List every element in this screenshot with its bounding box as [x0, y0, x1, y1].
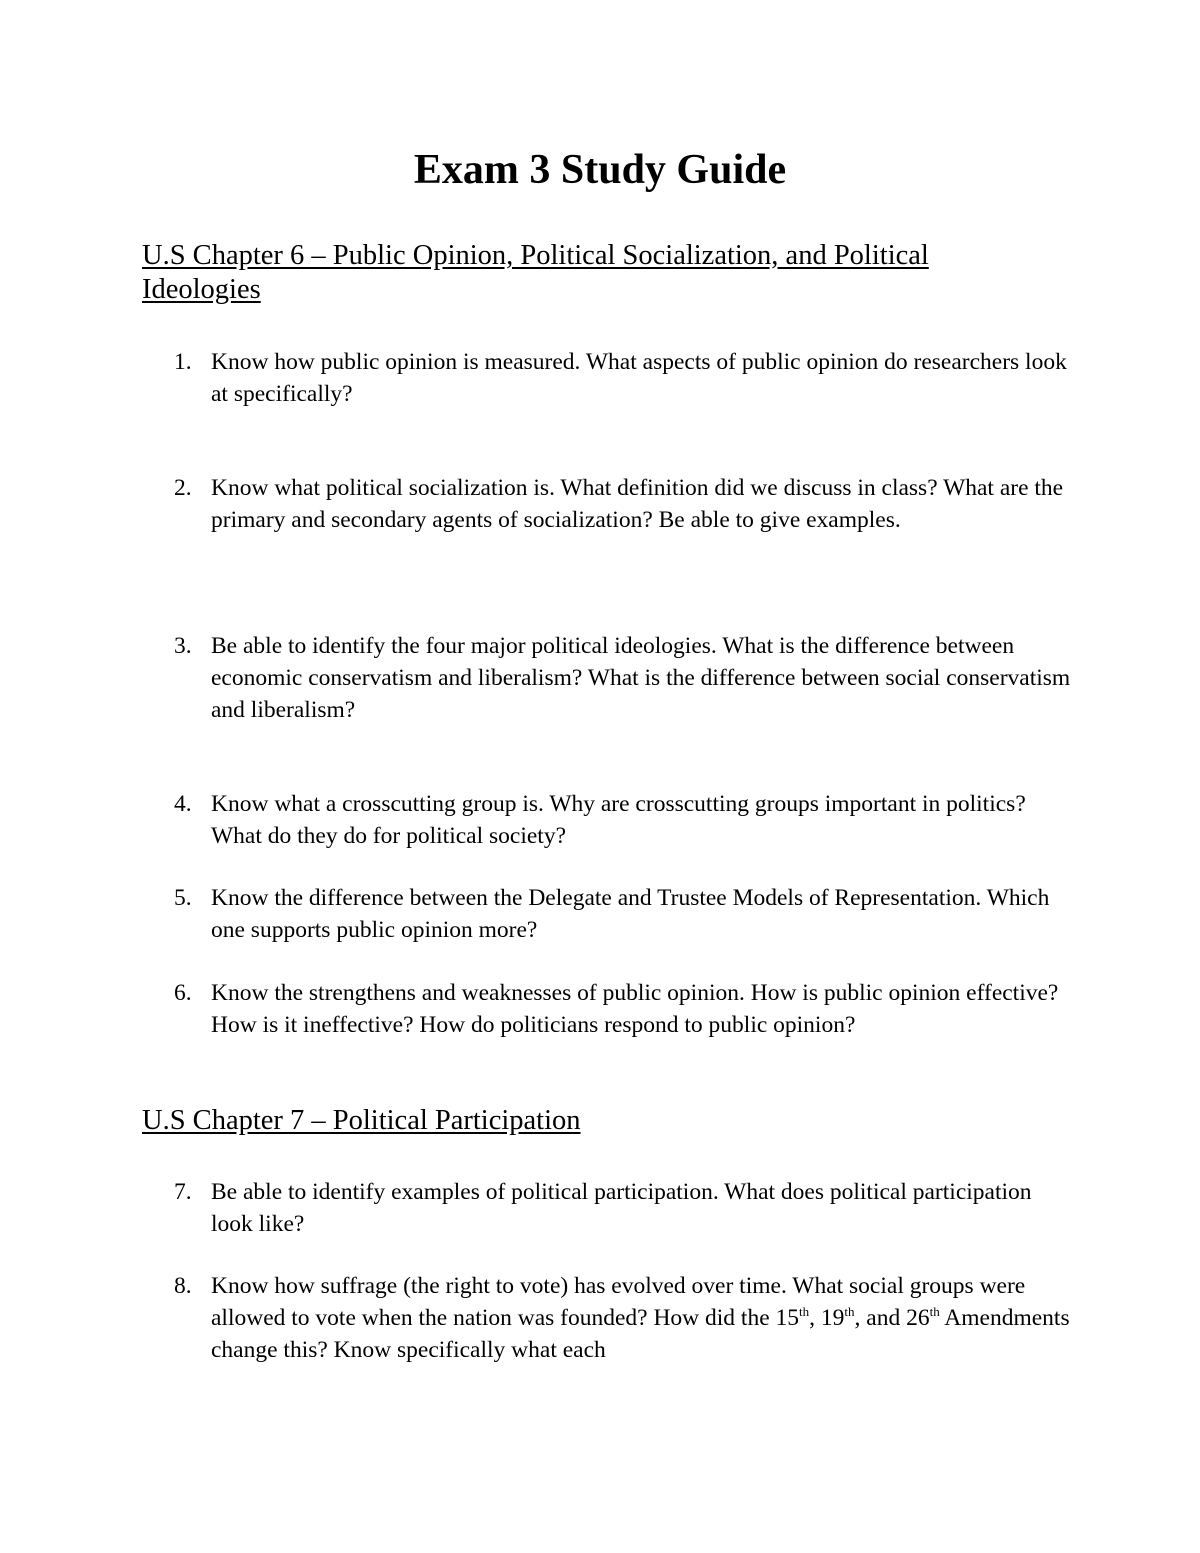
question-text: Know the strengthens and weaknesses of public opinion. How is public opinion effective? How is it ineffective? How do politicians respond to public opinion? — [211, 980, 1059, 1038]
chapter-7-heading — [142, 1104, 1042, 1138]
question-number: 5. — [174, 885, 192, 911]
amendment-19: 19 — [820, 1305, 845, 1331]
question-text: Know what a crosscutting group is. Why are crosscutting groups important in politics? What do they do for political society? — [211, 791, 1026, 849]
list-item — [174, 1270, 1074, 1366]
ordinal-suffix: th — [799, 1304, 810, 1319]
list-item — [174, 1176, 1074, 1240]
list-item — [174, 788, 1074, 852]
list-item — [174, 977, 1074, 1041]
amendment-26: 26 — [906, 1305, 930, 1331]
ordinal-suffix: th — [844, 1304, 855, 1319]
question-text: Be able to identify the four major political ideologies. What is the difference between economic conservatism and liberalism? What is the difference between social conservatism and liberalism? — [211, 633, 1071, 723]
page-title: Exam 3 Study Guide — [413, 147, 787, 193]
question-number: 7. — [174, 1179, 192, 1205]
question-text-part: Know how suffrage (the right to vote) has evolved over time. What social groups were allowed to vote when the nation was founded? How did the — [211, 1273, 1026, 1331]
question-number: 2. — [174, 475, 192, 501]
question-number: 3. — [174, 633, 192, 659]
chapter-6-heading — [142, 239, 1042, 307]
question-text — [211, 1270, 1074, 1366]
separator: , and — [854, 1305, 907, 1331]
question-number: 4. — [174, 791, 192, 817]
question-text: Know the difference between the Delegate and Trustee Models of Representation. Which one supports public opinion more? — [211, 885, 1050, 943]
question-text: Be able to identify examples of political participation. What does political participation look like? — [211, 1179, 1032, 1237]
question-number: 1. — [174, 349, 192, 375]
chapter-6-heading-line2: Ideologies — [142, 274, 261, 305]
list-item — [174, 346, 1074, 410]
question-text: Know how public opinion is measured. What aspects of public opinion do researchers look at specifically? — [211, 349, 1067, 407]
list-item — [174, 630, 1074, 726]
chapter-6-heading-line1: U.S Chapter 6 – Public Opinion, Political Socialization, and Political — [142, 240, 929, 271]
question-text: Know what political socialization is. What definition did we discuss in class? What are the primary and secondary agents of socialization? Be able to give examples. — [211, 475, 1064, 533]
amendment-15: 15 — [775, 1305, 800, 1331]
separator: , — [809, 1305, 821, 1331]
list-item — [174, 472, 1074, 536]
list-item — [174, 882, 1074, 946]
ordinal-suffix: th — [929, 1304, 940, 1319]
question-number: 8. — [174, 1273, 192, 1299]
chapter-7-heading-line1: U.S Chapter 7 – Political Participation — [142, 1105, 581, 1136]
question-text-part: Amendments change this? Know specifically what each — [211, 1305, 1070, 1363]
question-number: 6. — [174, 980, 192, 1006]
